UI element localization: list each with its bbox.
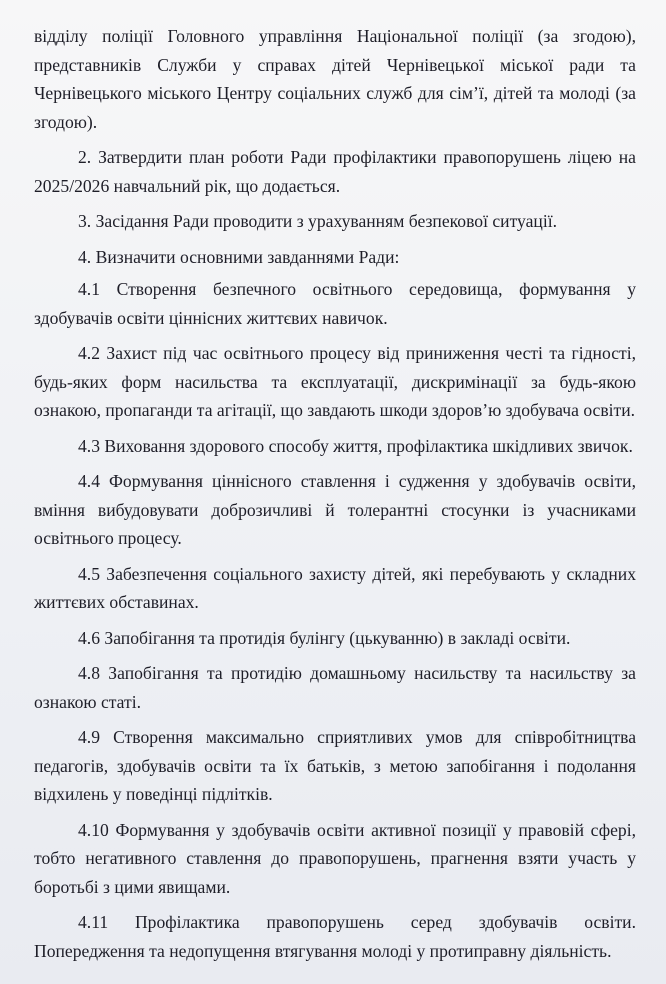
paragraph-item-4-10: 4.10 Формування у здобувачів освіти активної позиції у правовій сфері, тобто негативного ставлення до правопорушень, прагнення взяти участь у боротьбі з цими явищами. <box>34 819 636 897</box>
paragraph-item-4-4: 4.4 Формування ціннісного ставлення і судження у здобувачів освіти, вміння вибудовувати доброзичливі й толерантні стосунки із учасниками освітнього процесу. <box>34 471 636 548</box>
paragraph-item-4-9: 4.9 Створення максимально сприятливих умов для співробітництва педагогів, здобувачів освіти та їх батьків, з метою запобігання і подолання відхилень у поведінці підлітків. <box>34 727 636 804</box>
paragraph-item-4-5: 4.5 Забезпечення соціального захисту дітей, які перебувають у складних життєвих обставинах. <box>34 563 636 612</box>
paragraph-item-4-3: 4.3 Виховання здорового способу життя, профілактика шкідливих звичок. <box>78 435 633 456</box>
paragraph-item-4-1: 4.1 Створення безпечного освітнього середовища, формування у здобувачів освіти ціннісних життєвих навичок. <box>34 279 636 328</box>
paragraph-item-4-11: 4.11 Профілактика правопорушень серед здобувачів освіти. Попередження та недопущення втягування молоді у протиправну діяльність. <box>34 912 636 961</box>
paragraph-item-3: 3. Засідання Ради проводити з урахуванням безпекової ситуації. <box>78 211 558 231</box>
paragraph-item-4-2: 4.2 Захист під час освітнього процесу від приниження честі та гідності, будь-яких форм насильства та експлуатації, дискримінації за будь-якою ознакою, пропаганди та агітації, що завдають шкоди здоров’ю здобувача освіти. <box>34 343 636 420</box>
paragraph-item-2: 2. Затвердити план роботи Ради профілактики правопорушень ліцею на 2025/2026 навчальний рік, що додається. <box>34 147 636 196</box>
paragraph-continuation: відділу поліції Головного управління Національної поліції (за згодою), представників Служби у справах дітей Чернівецької міської ради та Чернівецького міського Центру соціальних служб для сім’ї, дітей та молоді (за згодою). <box>34 26 636 132</box>
paragraph-item-4-6: 4.6 Запобігання та протидія булінгу (цькуванню) в закладі освіти. <box>78 627 571 648</box>
paragraph-item-4: 4. Визначити основними завданнями Ради: <box>78 246 400 267</box>
paragraph-item-4-8: 4.8 Запобігання та протидію домашньому насильству та насильству за ознакою статі. <box>34 663 636 712</box>
